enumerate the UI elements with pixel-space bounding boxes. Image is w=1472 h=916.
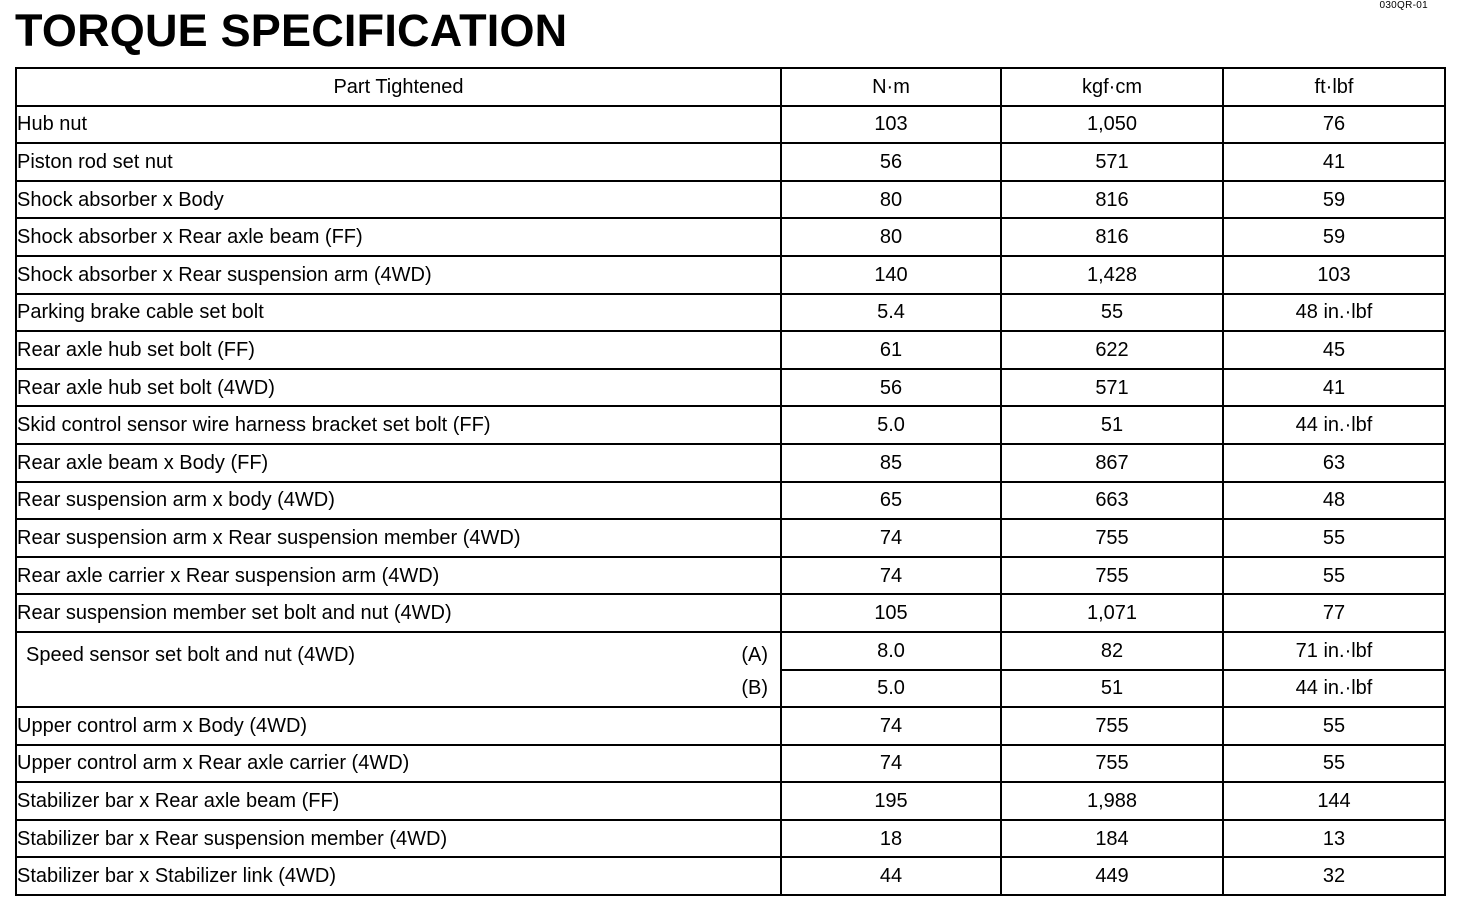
- torque-kgfcm-cell: 1,071: [1001, 594, 1223, 632]
- torque-ftlbf-cell: 44 in.·lbf: [1223, 406, 1445, 444]
- column-header-ftlbf: ft·lbf: [1223, 68, 1445, 106]
- torque-ftlbf-cell: 48 in.·lbf: [1223, 294, 1445, 332]
- torque-kgfcm-cell: 622: [1001, 331, 1223, 369]
- column-header-nm: N·m: [781, 68, 1001, 106]
- torque-kgfcm-cell: 184: [1001, 820, 1223, 858]
- torque-kgfcm-cell: 663: [1001, 482, 1223, 520]
- torque-kgfcm-cell: 755: [1001, 519, 1223, 557]
- torque-nm-cell: 195: [781, 782, 1001, 820]
- torque-nm-cell: 80: [781, 218, 1001, 256]
- table-row: [16, 406, 1445, 444]
- part-name-cell: Shock absorber x Body: [16, 181, 781, 219]
- part-name-cell: Shock absorber x Rear suspension arm (4WD): [16, 256, 781, 294]
- torque-kgfcm-cell: 755: [1001, 707, 1223, 745]
- torque-kgfcm-cell: 1,428: [1001, 256, 1223, 294]
- torque-nm-cell: 5.0: [781, 406, 1001, 444]
- table-row: [16, 745, 1445, 783]
- torque-nm-cell: 8.0: [781, 632, 1001, 670]
- torque-ftlbf-cell: 144: [1223, 782, 1445, 820]
- part-name-cell: Rear axle hub set bolt (4WD): [16, 369, 781, 407]
- torque-nm-cell: 105: [781, 594, 1001, 632]
- torque-ftlbf-cell: 103: [1223, 256, 1445, 294]
- table-row: [16, 782, 1445, 820]
- table-row: [16, 106, 1445, 144]
- document-code: 030QR-01: [1379, 0, 1428, 11]
- torque-nm-cell: 56: [781, 143, 1001, 181]
- torque-kgfcm-cell: 55: [1001, 294, 1223, 332]
- variant-label-b: (B): [741, 677, 768, 700]
- torque-ftlbf-cell: 63: [1223, 444, 1445, 482]
- table-row: [16, 294, 1445, 332]
- part-name-cell: Stabilizer bar x Stabilizer link (4WD): [16, 857, 781, 895]
- part-name-cell: Upper control arm x Rear axle carrier (4WD): [16, 745, 781, 783]
- table-row: [16, 331, 1445, 369]
- variant-label-a: (A): [741, 643, 768, 666]
- torque-nm-cell: 85: [781, 444, 1001, 482]
- table-header-row: [16, 68, 1445, 106]
- torque-ftlbf-cell: 77: [1223, 594, 1445, 632]
- torque-kgfcm-cell: 755: [1001, 745, 1223, 783]
- torque-ftlbf-cell: 59: [1223, 181, 1445, 219]
- torque-nm-cell: 18: [781, 820, 1001, 858]
- torque-nm-cell: 140: [781, 256, 1001, 294]
- table-row: [16, 369, 1445, 407]
- torque-nm-cell: 74: [781, 707, 1001, 745]
- torque-nm-cell: 74: [781, 745, 1001, 783]
- torque-ftlbf-cell: 41: [1223, 369, 1445, 407]
- part-name-cell: Stabilizer bar x Rear axle beam (FF): [16, 782, 781, 820]
- torque-nm-cell: 5.0: [781, 670, 1001, 708]
- torque-kgfcm-cell: 867: [1001, 444, 1223, 482]
- table-row: [16, 857, 1445, 895]
- column-header-part: Part Tightened: [16, 68, 781, 106]
- torque-kgfcm-cell: 816: [1001, 218, 1223, 256]
- table-row: [16, 557, 1445, 595]
- torque-ftlbf-cell: 13: [1223, 820, 1445, 858]
- table-row: [16, 820, 1445, 858]
- table-row: [16, 218, 1445, 256]
- table-row: [16, 707, 1445, 745]
- part-name-cell: Hub nut: [16, 106, 781, 144]
- table-row: [16, 181, 1445, 219]
- speed-sensor-part-label: Speed sensor set bolt and nut (4WD): [26, 643, 356, 666]
- torque-nm-cell: 74: [781, 557, 1001, 595]
- column-header-kgfcm: kgf·cm: [1001, 68, 1223, 106]
- torque-ftlbf-cell: 48: [1223, 482, 1445, 520]
- torque-ftlbf-cell: 55: [1223, 745, 1445, 783]
- torque-nm-cell: 61: [781, 331, 1001, 369]
- torque-ftlbf-cell: 55: [1223, 557, 1445, 595]
- torque-nm-cell: 5.4: [781, 294, 1001, 332]
- torque-nm-cell: 74: [781, 519, 1001, 557]
- table-row: [16, 519, 1445, 557]
- torque-kgfcm-cell: 449: [1001, 857, 1223, 895]
- torque-kgfcm-cell: 51: [1001, 670, 1223, 708]
- part-name-cell: Piston rod set nut: [16, 143, 781, 181]
- part-name-cell: Parking brake cable set bolt: [16, 294, 781, 332]
- part-name-cell: Rear suspension arm x body (4WD): [16, 482, 781, 520]
- part-name-cell: Upper control arm x Body (4WD): [16, 707, 781, 745]
- part-name-cell: Skid control sensor wire harness bracket set bolt (FF): [16, 406, 781, 444]
- torque-kgfcm-cell: 82: [1001, 632, 1223, 670]
- torque-nm-cell: 103: [781, 106, 1001, 144]
- torque-ftlbf-cell: 71 in.·lbf: [1223, 632, 1445, 670]
- part-name-cell: Rear axle carrier x Rear suspension arm (4WD): [16, 557, 781, 595]
- table-row: [16, 594, 1445, 632]
- part-name-cell: Rear suspension arm x Rear suspension member (4WD): [16, 519, 781, 557]
- torque-nm-cell: 65: [781, 482, 1001, 520]
- torque-ftlbf-cell: 41: [1223, 143, 1445, 181]
- part-name-cell: Stabilizer bar x Rear suspension member (4WD): [16, 820, 781, 858]
- page-title: TORQUE SPECIFICATION: [15, 5, 568, 56]
- torque-ftlbf-cell: 76: [1223, 106, 1445, 144]
- torque-nm-cell: 80: [781, 181, 1001, 219]
- torque-ftlbf-cell: 44 in.·lbf: [1223, 670, 1445, 708]
- part-name-cell: Rear axle beam x Body (FF): [16, 444, 781, 482]
- torque-ftlbf-cell: 32: [1223, 857, 1445, 895]
- torque-ftlbf-cell: 55: [1223, 707, 1445, 745]
- torque-spec-table: [15, 67, 1446, 896]
- torque-ftlbf-cell: 45: [1223, 331, 1445, 369]
- table-row: [16, 143, 1445, 181]
- torque-kgfcm-cell: 1,050: [1001, 106, 1223, 144]
- torque-kgfcm-cell: 51: [1001, 406, 1223, 444]
- table-row: [16, 482, 1445, 520]
- table-row: [16, 256, 1445, 294]
- torque-kgfcm-cell: 571: [1001, 369, 1223, 407]
- table-row: [16, 444, 1445, 482]
- part-name-cell: Rear suspension member set bolt and nut (4WD): [16, 594, 781, 632]
- part-name-cell: Shock absorber x Rear axle beam (FF): [16, 218, 781, 256]
- table-row-speed-sensor-a: [16, 632, 1445, 670]
- part-name-cell-speed-sensor: [16, 632, 781, 707]
- torque-kgfcm-cell: 755: [1001, 557, 1223, 595]
- torque-nm-cell: 44: [781, 857, 1001, 895]
- torque-nm-cell: 56: [781, 369, 1001, 407]
- torque-ftlbf-cell: 55: [1223, 519, 1445, 557]
- torque-kgfcm-cell: 1,988: [1001, 782, 1223, 820]
- table-body: [16, 106, 1445, 895]
- torque-ftlbf-cell: 59: [1223, 218, 1445, 256]
- torque-kgfcm-cell: 571: [1001, 143, 1223, 181]
- part-name-cell: Rear axle hub set bolt (FF): [16, 331, 781, 369]
- torque-kgfcm-cell: 816: [1001, 181, 1223, 219]
